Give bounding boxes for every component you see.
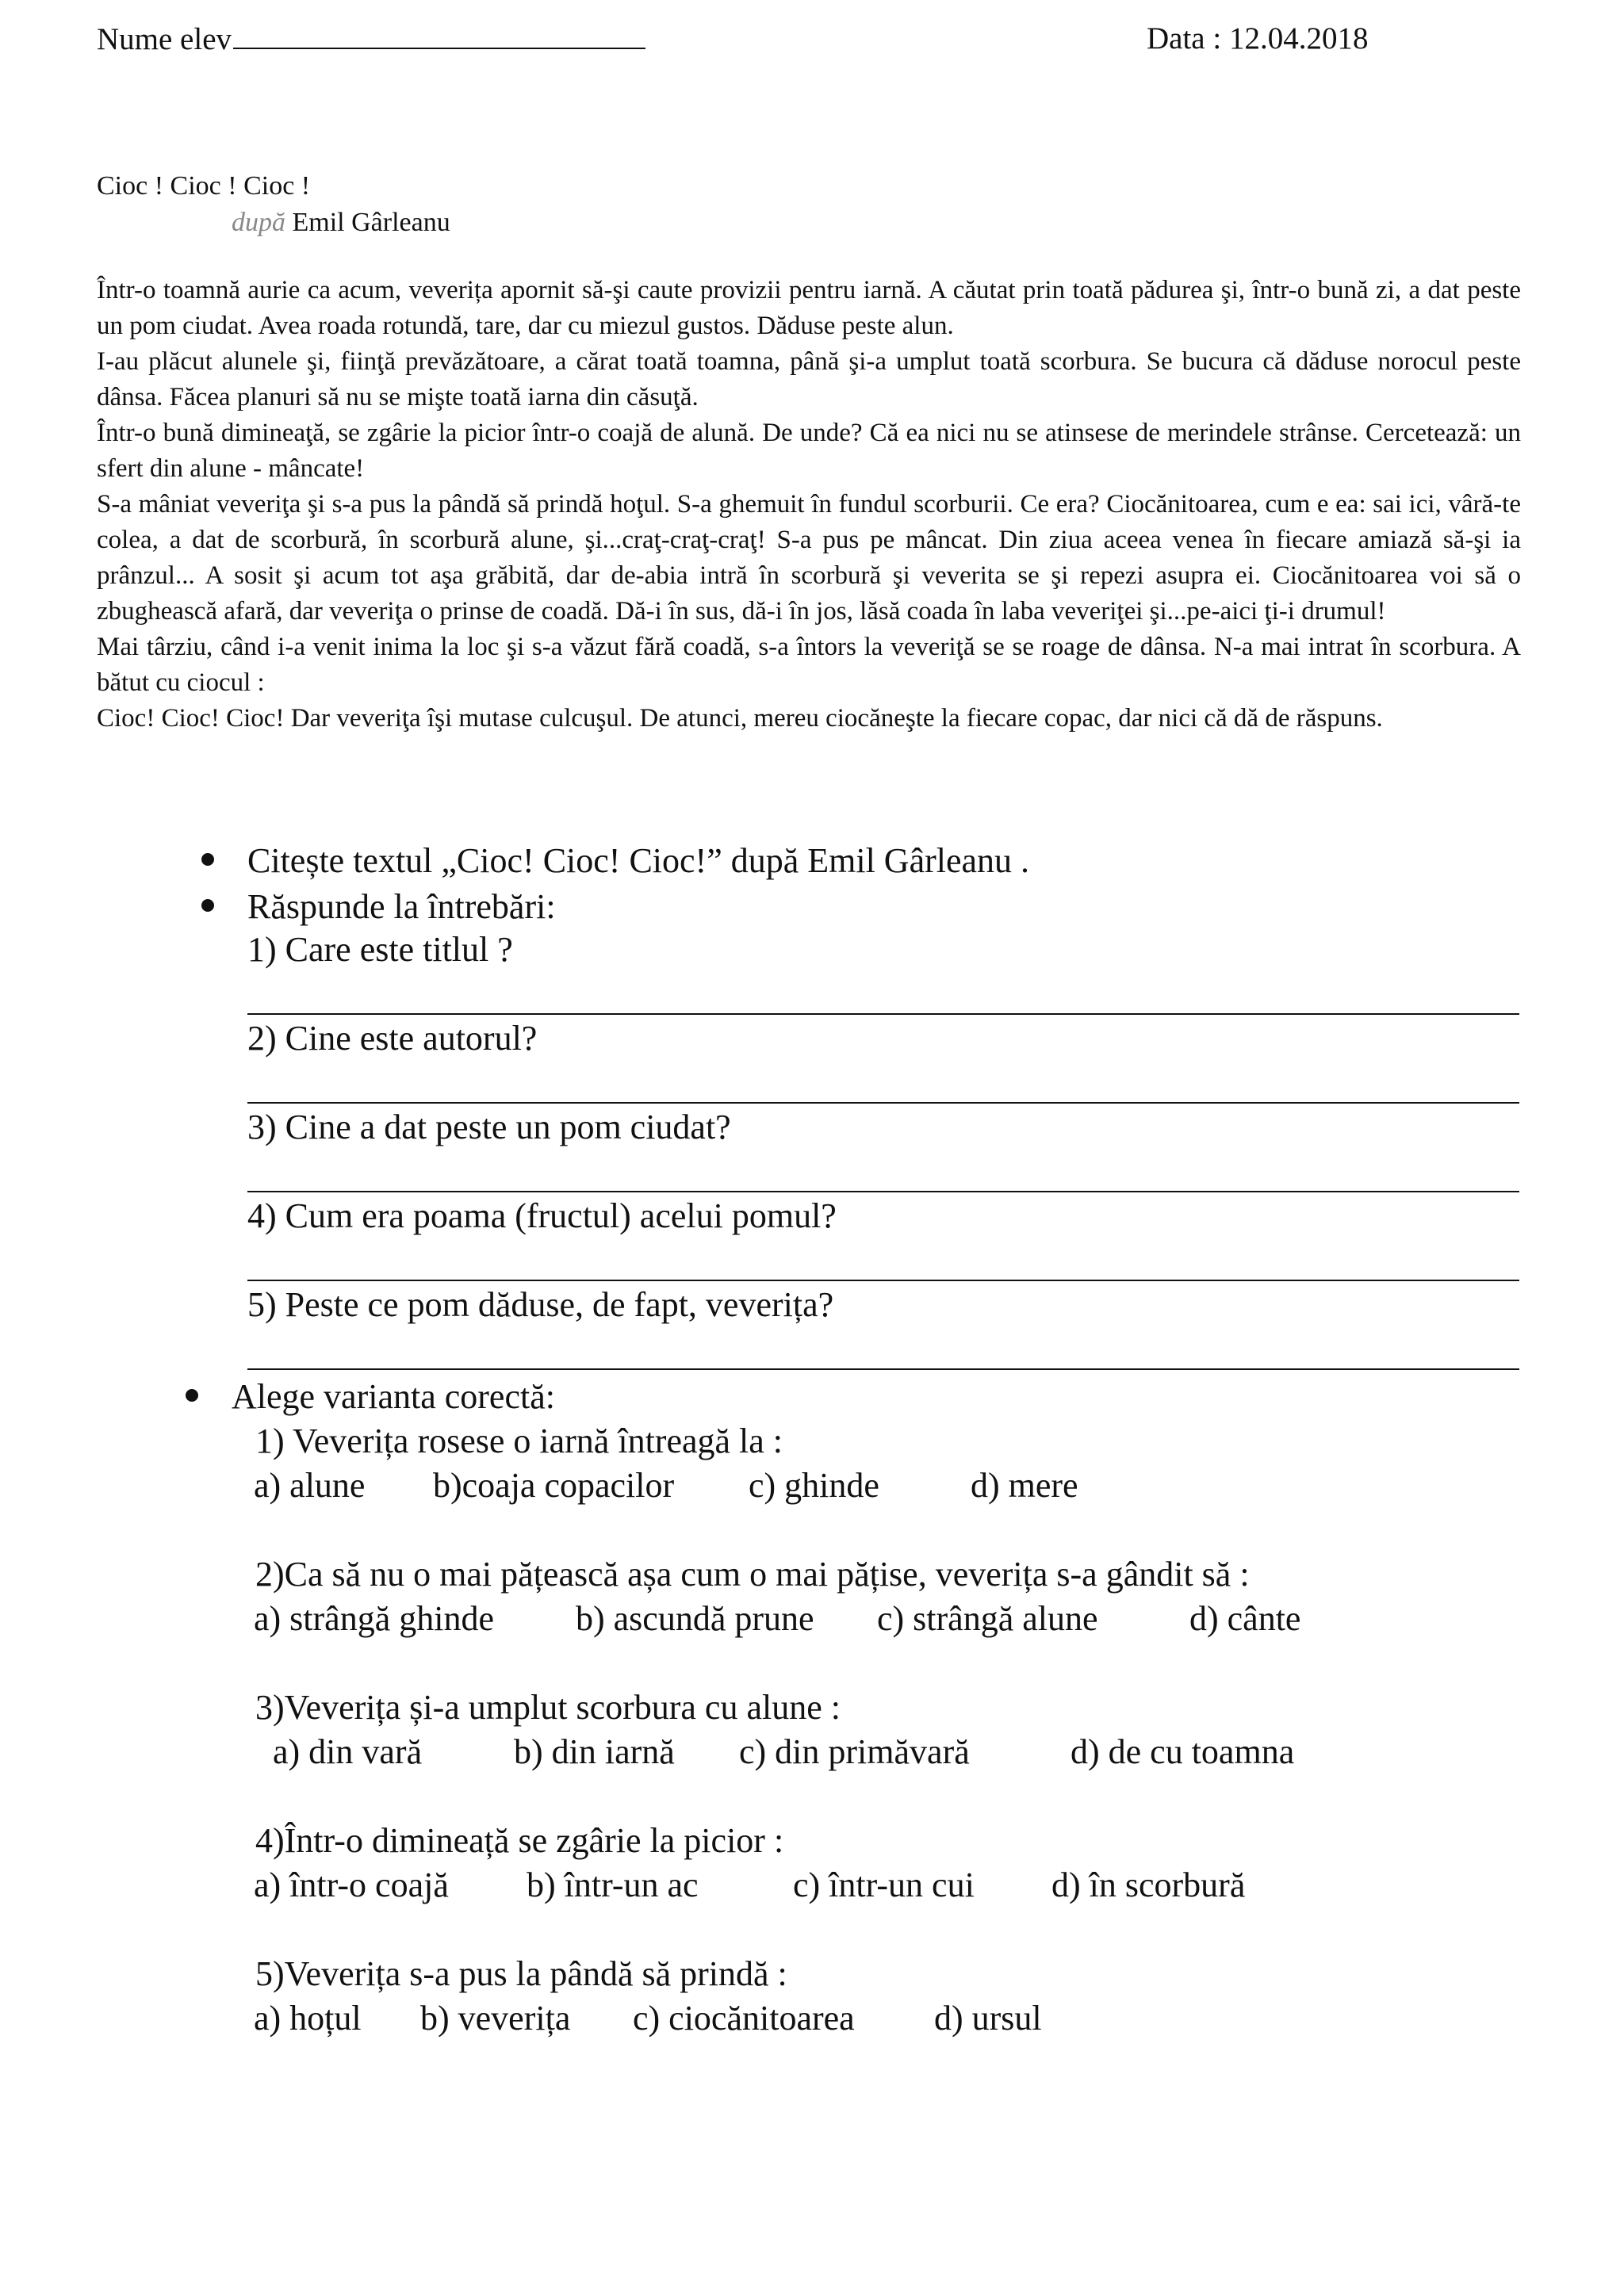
- mcq-4-option-c[interactable]: c) într-un cui: [793, 1866, 975, 1904]
- date-label: Data : 12.04.2018: [1147, 21, 1369, 55]
- bullet-icon: [201, 853, 214, 866]
- mcq-4-option-b[interactable]: b) într-un ac: [527, 1866, 699, 1904]
- task-answer-heading-text: Răspunde la întrebări:: [247, 887, 556, 926]
- student-name-blank[interactable]: [233, 21, 645, 49]
- mcq-1-option-d[interactable]: d) mere: [971, 1466, 1078, 1505]
- mcq-1-option-b[interactable]: b)coaja copacilor: [433, 1466, 675, 1505]
- student-name-field[interactable]: [97, 21, 645, 57]
- mcq-1-option-a[interactable]: a) alune: [254, 1466, 366, 1505]
- question-4: 4) Cum era poama (fructul) acelui pomul?: [247, 1196, 837, 1235]
- mcq-1-option-c[interactable]: c) ghinde: [749, 1466, 879, 1505]
- question-1: 1) Care este titlul ?: [247, 930, 513, 969]
- mcq-question-3: 3)Veverița și-a umplut scorbura cu alune :: [255, 1688, 841, 1727]
- mcq-3-option-c[interactable]: c) din primăvară: [739, 1732, 970, 1771]
- mcq-4-option-d[interactable]: d) în scorbură: [1051, 1866, 1246, 1904]
- mcq-4-option-a[interactable]: a) într-o coajă: [254, 1866, 449, 1904]
- mcq-2-option-c[interactable]: c) strângă alune: [877, 1599, 1098, 1638]
- story-text: [97, 273, 1521, 737]
- mcq-question-4: 4)Într-o dimineață se zgârie la picior :: [255, 1821, 784, 1860]
- story-paragraph: Mai târziu, când i-a venit inima la loc şi s-a văzut fără coadă, s-a întors la veveriţă se se roage de dânsa. N-a mai intrat în scorbura. A bătut cu ciocul :: [97, 633, 1521, 697]
- answer-line-2[interactable]: [247, 1102, 1519, 1104]
- story-paragraph: Cioc! Cioc! Cioc! Dar veveriţa îşi mutase culcuşul. De atunci, mereu ciocăneşte la fiecare copac, dar nici că dă de răspuns.: [97, 704, 1383, 733]
- answer-line-3[interactable]: [247, 1191, 1519, 1192]
- task-read: [247, 840, 1029, 881]
- answer-line-4[interactable]: [247, 1280, 1519, 1281]
- mcq-3-option-a[interactable]: a) din vară: [273, 1732, 423, 1771]
- story-paragraph: S-a mâniat veveriţa şi s-a pus la pândă să prindă hoţul. S-a ghemuit în fundul scorburii. Ce era? Ciocănitoarea, cum e ea: sai ici, vâră-te colea, a dat de scorbură, în scorbură alune, şi...craţ-craţ-craţ! S-a pus pe mâncat. Din ziua aceea venea în fiecare amiază să-şi ia prânzul... A sosit şi acum tot aşa grăbită, dar de-abia intră în scorbură şi veverita se şi repezi asupra ei. Ciocănitoarea voi să o zbughească afară, dar veveriţa o prinse de coadă. Dă-i în sus, dă-i în jos, lăsă coada în laba veveriţei şi...pe-aici ţi-i drumul!: [97, 490, 1521, 626]
- task-choose-heading: [232, 1376, 555, 1417]
- student-name-label: Nume elev: [97, 22, 232, 56]
- story-paragraph: I-au plăcut alunele şi, fiinţă prevăzătoare, a cărat toată toamna, până şi-a umplut toată scorbura. Se bucura că dăduse norocul peste dânsa. Făcea planuri să nu se mişte toată iarna din căsuţă.: [97, 347, 1521, 411]
- bullet-icon: [201, 899, 214, 912]
- mcq-2-option-d[interactable]: d) cânte: [1189, 1599, 1301, 1638]
- mcq-question-5: 5)Veverița s-a pus la pândă să prindă :: [255, 1954, 787, 1993]
- story-paragraph: Într-o toamnă aurie ca acum, veverița apornit să-şi caute provizii pentru iarnă. A căutat prin toată pădurea şi, într-o bună zi, a dat peste un pom ciudat. Avea roada rotundă, tare, dar cu miezul gustos. Dăduse peste alun.: [97, 276, 1521, 340]
- mcq-5-option-b[interactable]: b) veverița: [420, 1999, 571, 2038]
- mcq-3-option-b[interactable]: b) din iarnă: [514, 1732, 675, 1771]
- story-title: Cioc ! Cioc ! Cioc !: [97, 171, 311, 201]
- mcq-2-option-a[interactable]: a) strângă ghinde: [254, 1599, 494, 1638]
- task-answer-heading: [247, 886, 556, 927]
- task-choose-heading-text: Alege varianta corectă:: [232, 1377, 555, 1416]
- mcq-5-option-a[interactable]: a) hoțul: [254, 1999, 362, 2038]
- bullet-icon: [186, 1389, 198, 1402]
- mcq-question-1: 1) Veverița rosese o iarnă întreagă la :: [255, 1422, 783, 1460]
- question-2: 2) Cine este autorul?: [247, 1019, 538, 1058]
- question-3: 3) Cine a dat peste un pom ciudat?: [247, 1108, 731, 1146]
- mcq-question-2: 2)Ca să nu o mai pățească așa cum o mai pățise, veverița s-a gândit să :: [255, 1555, 1250, 1594]
- task-read-text: Citește textul „Cioc! Cioc! Cioc!” după Emil Gârleanu .: [247, 841, 1030, 880]
- author-prefix: după: [232, 208, 285, 237]
- mcq-5-option-c[interactable]: c) ciocănitoarea: [633, 1999, 855, 2038]
- story-paragraph: Într-o bună dimineaţă, se zgârie la picior într-o coajă de alună. De unde? Că ea nici nu se atinsese de merindele strânse. Cercetează: un sfert din alune - mâncate!: [97, 419, 1521, 483]
- story-author: [232, 208, 450, 238]
- author-name: Emil Gârleanu: [292, 208, 450, 237]
- mcq-3-option-d[interactable]: d) de cu toamna: [1071, 1732, 1295, 1771]
- question-5: 5) Peste ce pom dăduse, de fapt, veverița?: [247, 1285, 834, 1324]
- mcq-5-option-d[interactable]: d) ursul: [934, 1999, 1042, 2038]
- mcq-2-option-b[interactable]: b) ascundă prune: [576, 1599, 814, 1638]
- answer-line-5[interactable]: [247, 1368, 1519, 1370]
- answer-line-1[interactable]: [247, 1013, 1519, 1015]
